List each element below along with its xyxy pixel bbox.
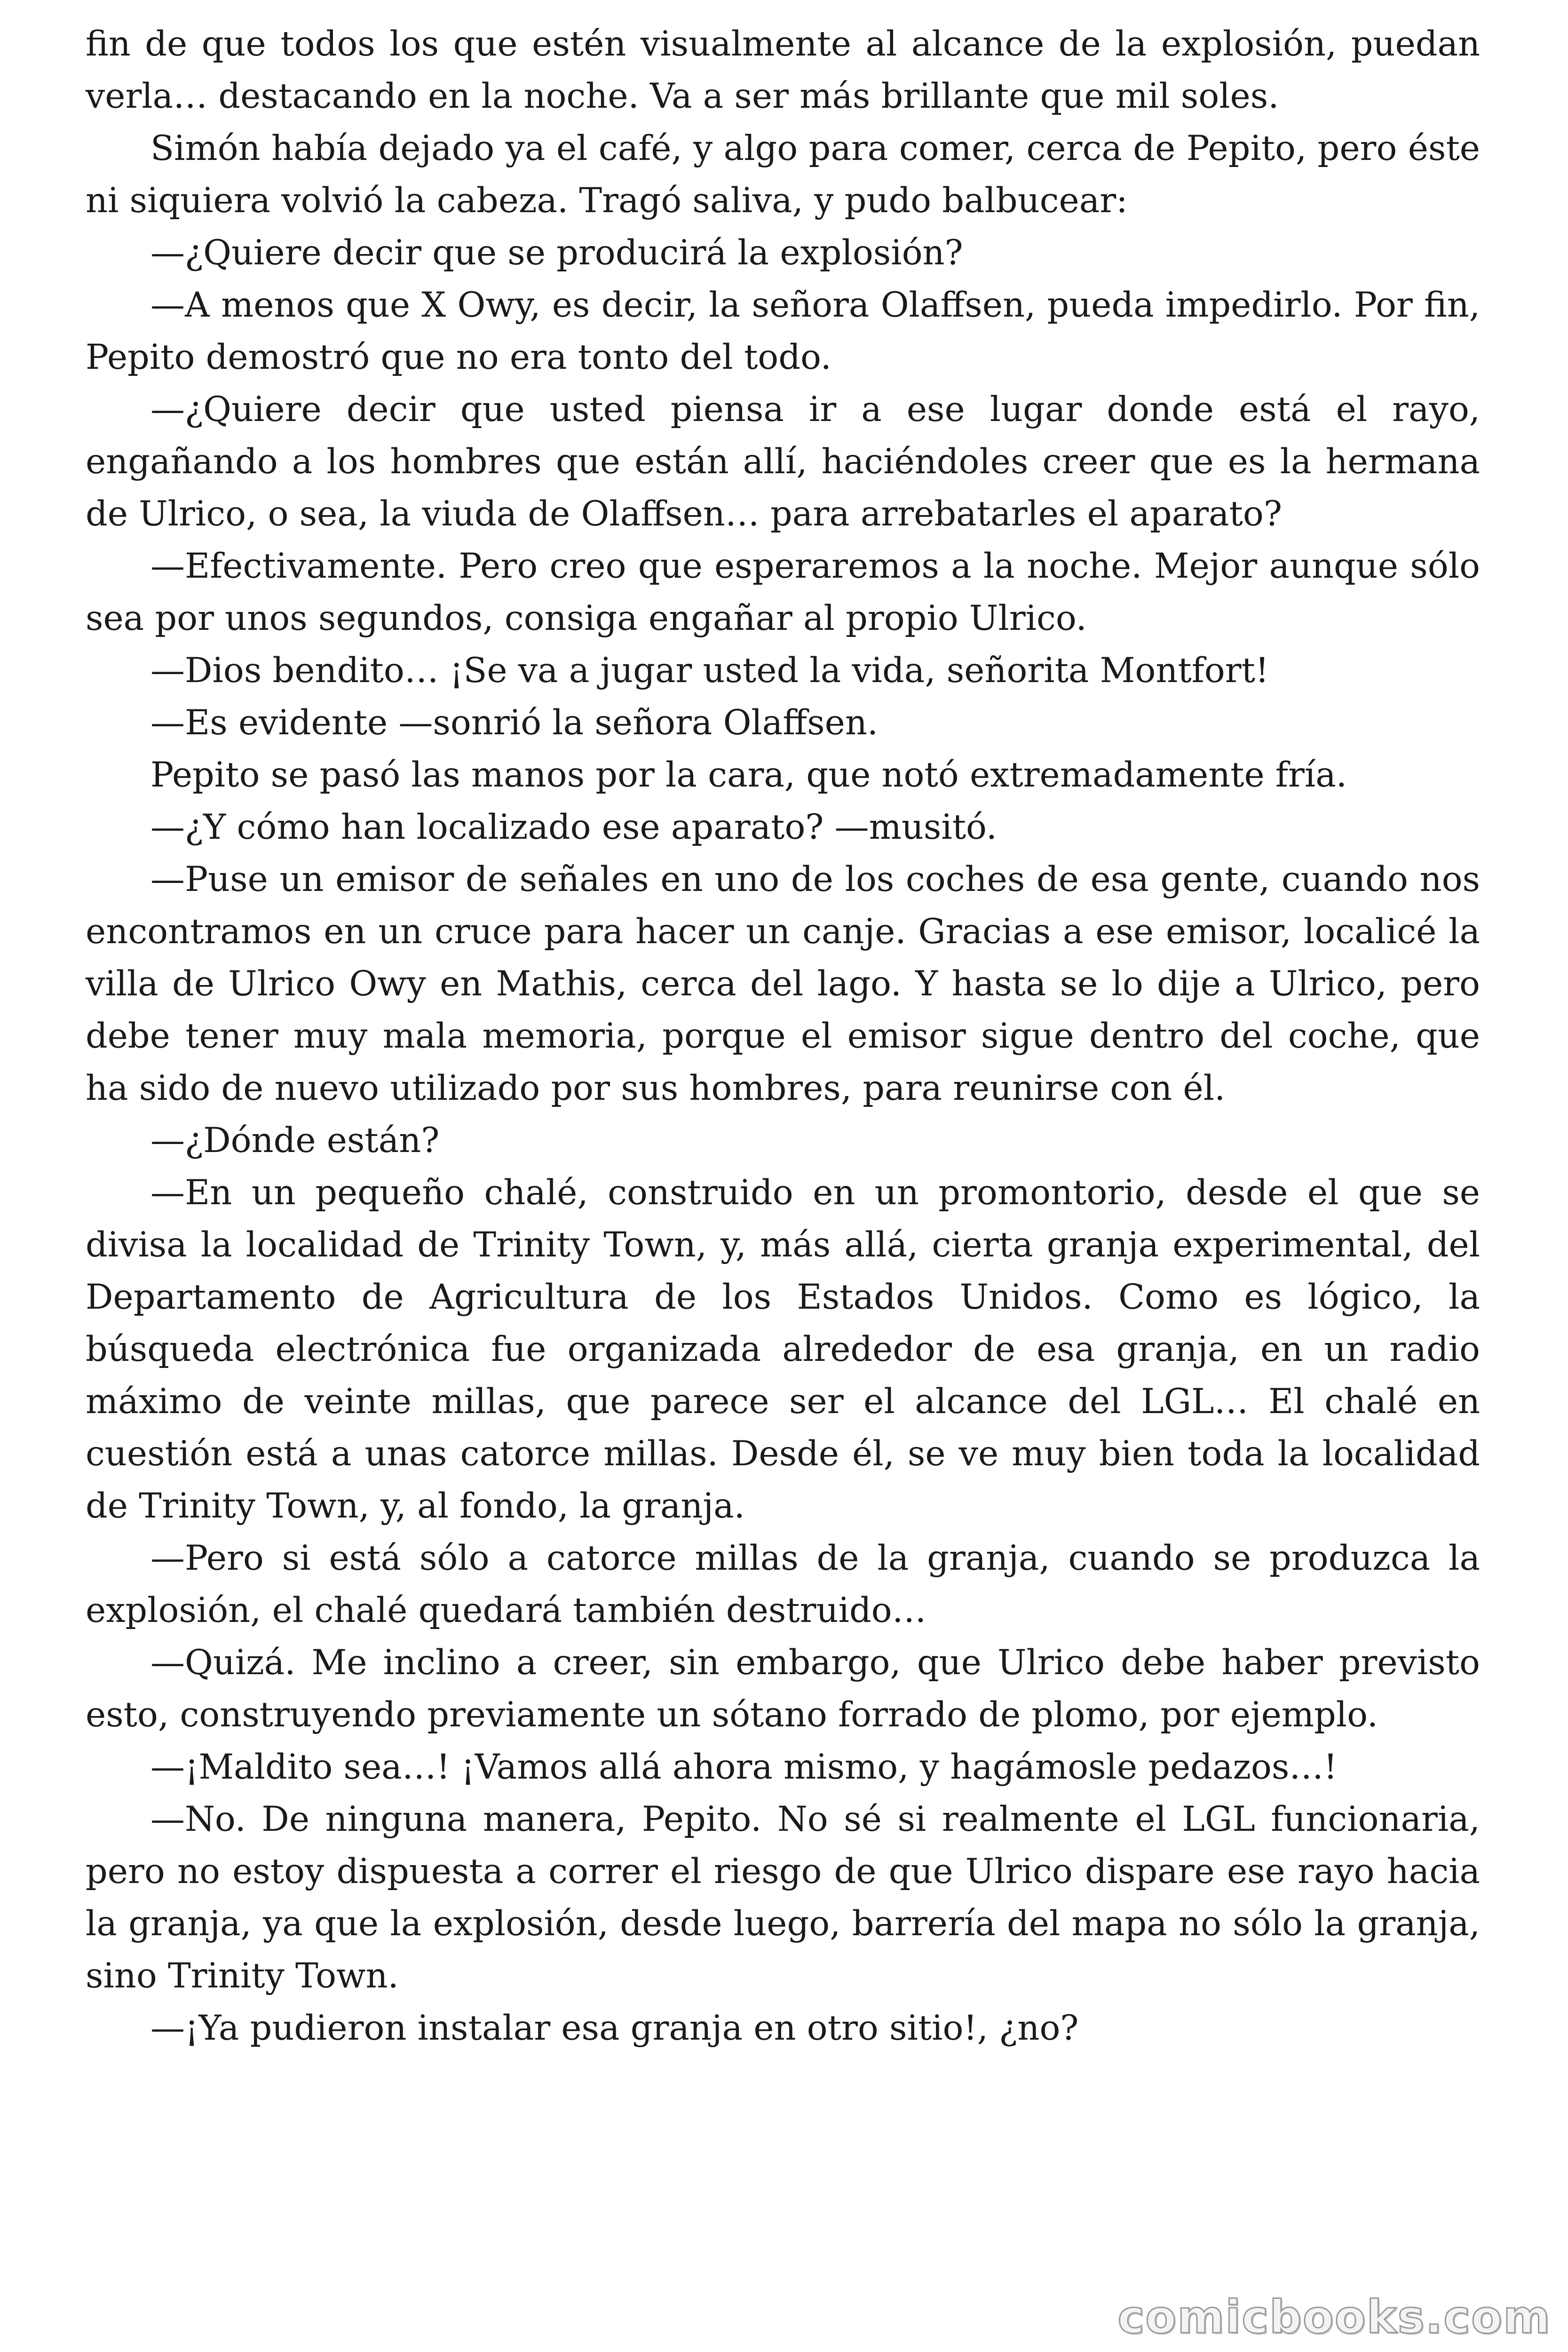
dialogue-line: —Puse un emisor de señales en uno de los coches de esa gente, cuando nos encontramos en un cruce para hacer un canje. Gracias a ese emisor, localicé la villa de Ulrico Owy en Mathis, cerca del lago. Y hasta se lo dije a Ulrico, pero debe tener muy mala memoria, porque el emisor sigue dentro del coche, que ha sido de nuevo utilizado por sus hombres, para reunirse con él. (86, 859, 1480, 1108)
site-watermark: comicbooks.com (1117, 2291, 1551, 2344)
dialogue-line: —Dios bendito… ¡Se va a jugar usted la vida, señorita Montfort! (150, 651, 1269, 691)
dialogue-line: —Efectivamente. Pero creo que esperaremos a la noche. Mejor aunque sólo sea por unos segundos, consiga engañar al propio Ulrico. (86, 546, 1480, 638)
dialogue-line: —En un pequeño chalé, construido en un promontorio, desde el que se divisa la localidad de Trinity Town, y, más allá, cierta granja experimental, del Departamento de Agricultura de los Estados Unidos. Como es lógico, la búsqueda electrónica fue organizada alrededor de esa granja, en un radio máximo de veinte millas, que parece ser el alcance del LGL… El chalé en cuestión está a unas catorce millas. Desde él, se ve muy bien toda la localidad de Trinity Town, y, al fondo, la granja. (86, 1173, 1480, 1526)
dialogue-line: —Quizá. Me inclino a creer, sin embargo, que Ulrico debe haber previsto esto, construyendo previamente un sótano forrado de plomo, por ejemplo. (86, 1643, 1480, 1735)
dialogue-line: —A menos que X Owy, es decir, la señora Olaffsen, pueda impedirlo. Por fin, Pepito demostró que no era tonto del todo. (86, 285, 1480, 377)
dialogue-line: —¡Ya pudieron instalar esa granja en otro sitio!, ¿no? (150, 2008, 1079, 2048)
dialogue-line: —¿Dónde están? (150, 1120, 440, 1160)
dialogue-line: —¿Quiere decir que se producirá la explosión? (150, 233, 963, 273)
dialogue-line: —Pero si está sólo a catorce millas de la granja, cuando se produzca la explosión, el chalé quedará también destruido… (86, 1538, 1480, 1630)
dialogue-line: —¿Quiere decir que usted piensa ir a ese lugar donde está el rayo, engañando a los hombres que están allí, haciéndoles creer que es la hermana de Ulrico, o sea, la viuda de Olaffsen… para arrebatarles el aparato? (86, 389, 1480, 534)
dialogue-line: —Es evidente —sonrió la señora Olaffsen. (150, 703, 879, 743)
paragraph: Pepito se pasó las manos por la cara, que notó extremadamente fría. (150, 755, 1347, 795)
paragraph: Simón había dejado ya el café, y algo para comer, cerca de Pepito, pero éste ni siquiera volvió la cabeza. Tragó saliva, y pudo balbucear: (86, 128, 1480, 221)
paragraph: fin de que todos los que estén visualmente al alcance de la explosión, puedan verla… destacando en la noche. Va a ser más brillante que mil soles. (86, 24, 1480, 116)
dialogue-line: —¿Y cómo han localizado ese aparato? —musitó. (150, 807, 997, 847)
dialogue-line: —¡Maldito sea…! ¡Vamos allá ahora mismo, y hagámosle pedazos…! (150, 1747, 1338, 1787)
dialogue-line: —No. De ninguna manera, Pepito. No sé si realmente el LGL funcionaria, pero no estoy dispuesta a correr el riesgo de que Ulrico dispare ese rayo hacia la granja, ya que la explosión, desde luego, barrería del mapa no sólo la granja, sino Trinity Town. (86, 1799, 1480, 1996)
page-text-body (86, 18, 1480, 2054)
